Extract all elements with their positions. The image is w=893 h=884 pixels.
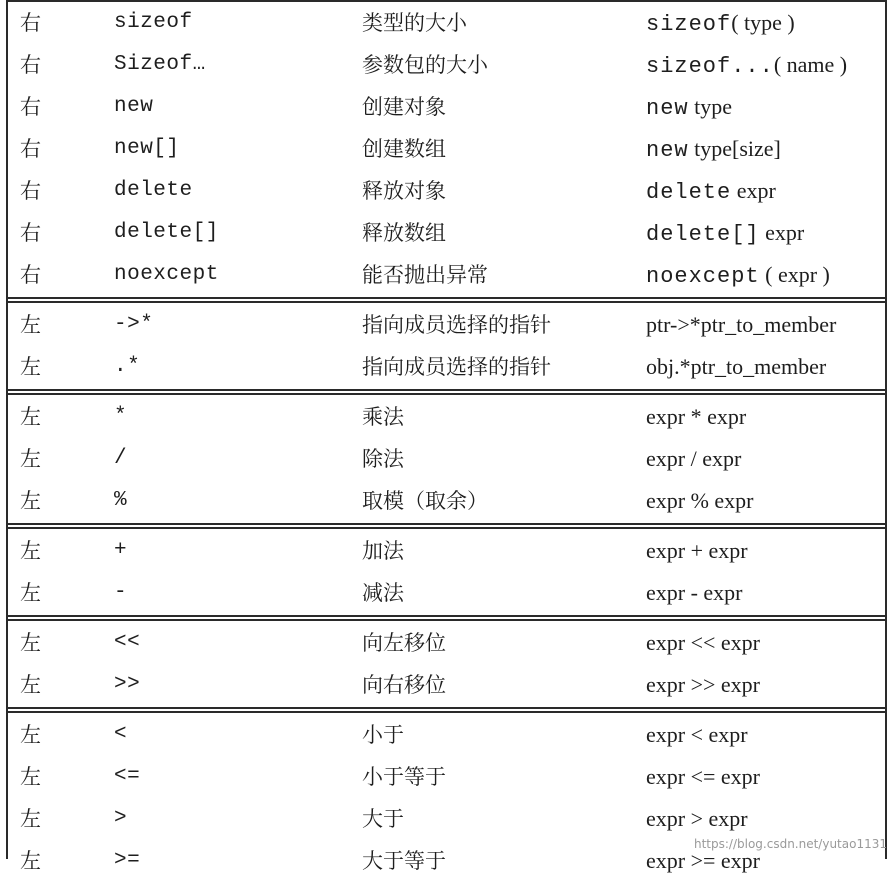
operator-cell: * [114,405,128,428]
usage-cell [646,44,847,88]
function-cell: 指向成员选择的指针 [362,355,551,379]
table-row [8,396,885,438]
function-cell: 释放对象 [362,179,446,203]
usage-expression: expr >= expr [646,848,760,873]
group-separator [8,389,885,395]
usage-cell [646,2,795,46]
usage-cell [646,170,776,214]
function-cell: 取模（取余） [362,489,488,513]
usage-cell [646,798,748,842]
assoc-cell: 右 [20,53,41,77]
usage-cell [646,622,760,666]
table-row [8,798,885,840]
assoc-cell: 左 [20,355,41,379]
usage-expression: expr % expr [646,488,754,513]
operator-cell: new [114,95,154,118]
function-cell: 加法 [362,539,404,563]
assoc-cell: 左 [20,673,41,697]
assoc-cell: 右 [20,95,41,119]
usage-expression: expr >> expr [646,672,760,697]
function-cell: 创建对象 [362,95,446,119]
table-row [8,304,885,346]
assoc-cell: 左 [20,807,41,831]
usage-cell [646,756,760,800]
table-row [8,530,885,572]
usage-expression: expr [759,220,805,245]
watermark: https://blog.csdn.net/yutao1131 [693,837,887,851]
function-cell: 大于 [362,807,404,831]
function-cell: 创建数组 [362,137,446,161]
usage-expression: expr - expr [646,580,743,605]
usage-expression: ( type ) [731,10,795,35]
usage-cell [646,714,748,758]
table-row [8,756,885,798]
assoc-cell: 左 [20,313,41,337]
assoc-cell: 左 [20,489,41,513]
usage-cell [646,212,804,256]
usage-keyword: delete [646,180,732,205]
operator-cell: >> [114,673,141,696]
usage-expression: type[size] [688,136,781,161]
function-cell: 减法 [362,581,404,605]
operator-cell: delete[] [114,221,219,244]
usage-keyword: sizeof [646,12,732,37]
usage-expression: expr * expr [646,404,747,429]
operator-cell: delete [114,179,193,202]
usage-keyword: noexcept [646,264,760,289]
table-row [8,346,885,388]
usage-cell [646,304,836,348]
assoc-cell: 左 [20,631,41,655]
assoc-cell: 右 [20,11,41,35]
usage-expression: expr + expr [646,538,748,563]
group-separator [8,297,885,303]
table-row [8,2,885,44]
operator-cell: .* [114,355,141,378]
operator-cell: ->* [114,313,154,336]
assoc-cell: 左 [20,765,41,789]
table-row [8,86,885,128]
assoc-cell: 右 [20,263,41,287]
usage-cell [646,530,748,574]
usage-expression: expr << expr [646,630,760,655]
assoc-cell: 右 [20,179,41,203]
function-cell: 大于等于 [362,849,446,873]
assoc-cell: 左 [20,849,41,873]
usage-cell [646,86,732,130]
assoc-cell: 右 [20,137,41,161]
usage-cell [646,396,746,440]
usage-expression: expr <= expr [646,764,760,789]
usage-cell [646,346,826,390]
function-cell: 向左移位 [362,631,446,655]
table-row [8,128,885,170]
usage-expression: ( expr ) [759,262,830,287]
function-cell: 指向成员选择的指针 [362,313,551,337]
table-row [8,480,885,522]
usage-expression: ( name ) [773,52,848,77]
group-separator [8,523,885,529]
group-separator [8,707,885,713]
table-row [8,664,885,706]
usage-cell [646,128,781,172]
assoc-cell: 左 [20,539,41,563]
group-separator [8,615,885,621]
usage-keyword: new [646,138,689,163]
operator-cell: new[] [114,137,180,160]
operator-cell: << [114,631,141,654]
usage-expression: ptr->*ptr_to_member [646,312,837,337]
usage-cell [646,480,754,524]
usage-expression: type [688,94,732,119]
table-row [8,212,885,254]
operator-cell: sizeof [114,11,193,34]
function-cell: 类型的大小 [362,11,467,35]
usage-cell [646,664,760,708]
operator-cell: > [114,807,128,830]
table-row [8,254,885,296]
usage-cell [646,254,830,298]
operator-cell: + [114,539,128,562]
operator-cell: noexcept [114,263,219,286]
function-cell: 乘法 [362,405,404,429]
function-cell: 释放数组 [362,221,446,245]
usage-cell [646,572,743,616]
function-cell: 能否抛出异常 [362,263,488,287]
operator-cell: / [114,447,128,470]
assoc-cell: 右 [20,221,41,245]
assoc-cell: 左 [20,447,41,471]
assoc-cell: 左 [20,581,41,605]
function-cell: 小于等于 [362,765,446,789]
operator-cell: Sizeof… [114,53,206,76]
operator-cell: - [114,581,128,604]
operator-cell: < [114,723,128,746]
operator-cell: >= [114,849,141,872]
usage-keyword: new [646,96,689,121]
function-cell: 小于 [362,723,404,747]
operator-cell: % [114,489,128,512]
function-cell: 除法 [362,447,404,471]
function-cell: 向右移位 [362,673,446,697]
assoc-cell: 左 [20,405,41,429]
usage-cell [646,438,741,482]
usage-expression: expr < expr [646,722,748,747]
table-row [8,622,885,664]
usage-expression: obj.*ptr_to_member [646,354,827,379]
usage-expression: expr > expr [646,806,748,831]
usage-keyword: sizeof... [646,54,774,79]
function-cell: 参数包的大小 [362,53,488,77]
table-row [8,170,885,212]
usage-expression: expr [731,178,776,203]
usage-expression: expr / expr [646,446,742,471]
usage-keyword: delete[] [646,222,760,247]
table-row [8,714,885,756]
operator-cell: <= [114,765,141,788]
table-row [8,44,885,86]
table-row [8,572,885,614]
table-row [8,438,885,480]
assoc-cell: 左 [20,723,41,747]
